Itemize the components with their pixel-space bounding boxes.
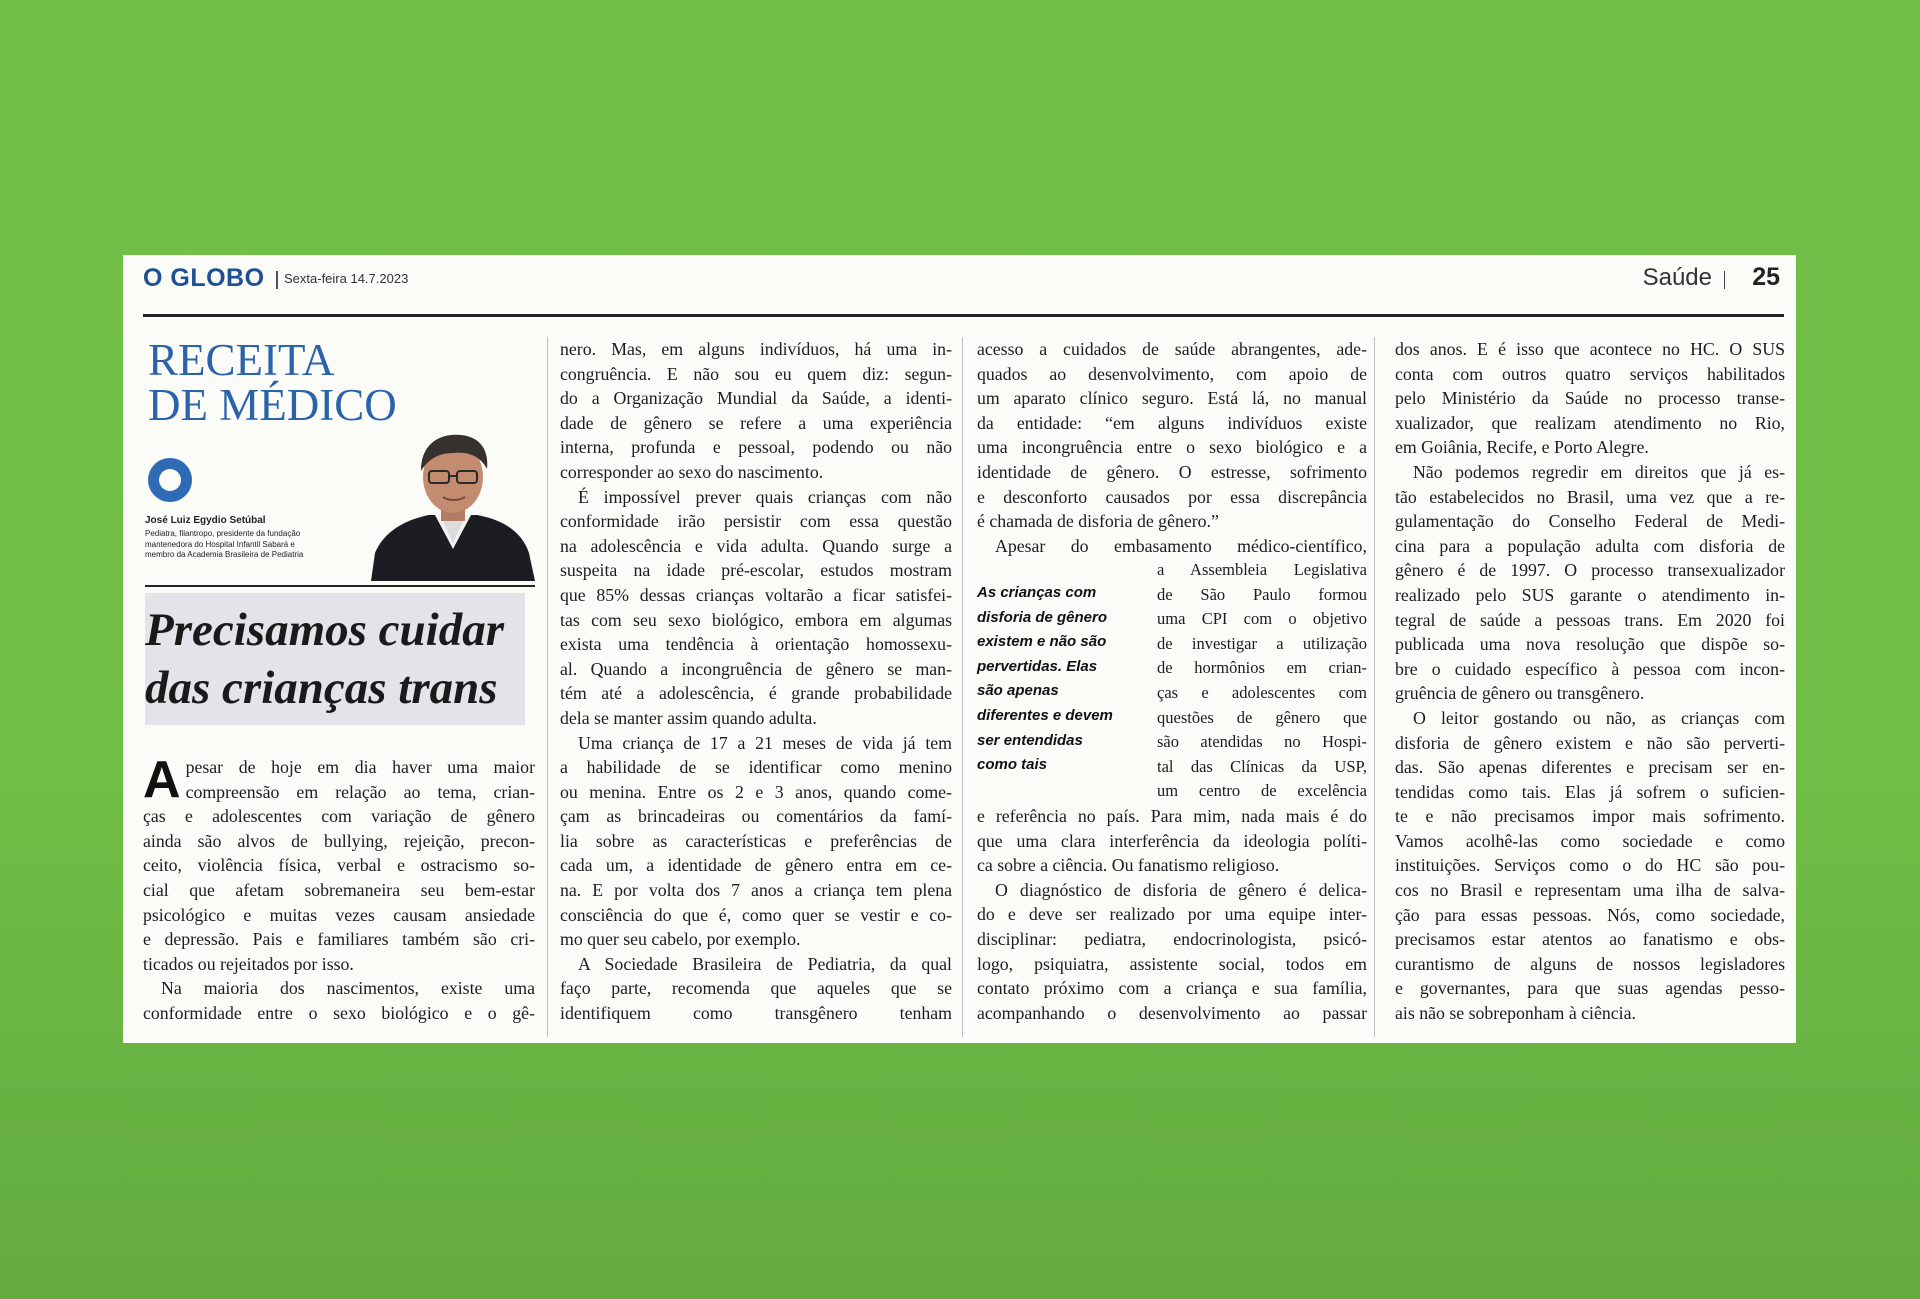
newspaper-logo: O GLOBO — [143, 264, 265, 292]
body-line: precisamos estar atentos ao fanatismo e obs- — [1395, 929, 1785, 950]
body-line: na adolescência e vida adulta. Quando surge a — [560, 535, 952, 556]
body-line: cina para a população adulta com disforia de — [1395, 535, 1785, 556]
body-line: de São Paulo formou — [1157, 584, 1367, 604]
body-line: Não podemos regredir em direitos que já es- — [1413, 461, 1785, 482]
body-line: cial que afetam sobremaneira seu bem-estar — [143, 879, 535, 900]
body-line: é chamada de disforia de gênero.” — [977, 511, 1219, 532]
body-line: xualizador, que realizam atendimento no Rio, — [1395, 412, 1785, 433]
pull-quote-line: diferentes e devem — [977, 706, 1113, 724]
body-line: ainda são alvos de bullying, rejeição, precon- — [143, 830, 535, 851]
author-bio — [145, 529, 370, 561]
pull-quote-line: disforia de gênero — [977, 608, 1108, 626]
body-line: de hormônios em crian- — [1157, 658, 1367, 678]
header-divider-right — [1724, 271, 1726, 289]
body-line: da entidade: “em alguns indivíduos existe — [977, 412, 1367, 433]
body-line: ou menina. Entre os 2 e 3 anos, quando come- — [560, 781, 952, 802]
body-line: contato próximo com a criança e sua família, — [977, 978, 1367, 999]
body-line: que uma clara interferência da ideologia políti- — [977, 830, 1367, 851]
body-line: Apesar do embasamento médico-científico, — [995, 535, 1367, 556]
body-line: logo, psiquiatra, assistente social, todos em — [977, 953, 1367, 974]
pull-quote-line: ser entendidas — [977, 731, 1083, 749]
pull-quote-line: como tais — [977, 756, 1048, 774]
body-line: nero. Mas, em alguns indivíduos, há uma in- — [560, 339, 952, 359]
body-line: publicada uma nova resolução que dispõe so- — [1395, 634, 1785, 655]
drop-cap: A — [143, 751, 181, 809]
body-line: questões de gênero que — [1157, 707, 1367, 727]
body-line: gruência de gênero ou transgênero. — [1395, 683, 1645, 704]
body-line: faço parte, recomenda que aqueles que se — [560, 978, 952, 999]
body-line: em Goiânia, Recife, e Porto Alegre. — [1395, 437, 1649, 458]
body-line: ais não se sobreponham à ciência. — [1395, 1003, 1636, 1024]
body-line: O leitor gostando ou não, as crianças com — [1413, 707, 1785, 728]
body-line: dade de gênero se refere a uma experiência — [560, 412, 952, 433]
body-line: tém até a adolescência, é grande probabilidade — [560, 683, 952, 704]
body-line: ca sobre a ciência. Ou fanatismo religioso. — [977, 855, 1280, 876]
body-line: suspeita na idade pré-escolar, estudos mostram — [560, 560, 952, 581]
body-line: Vamos acolhê-las como sociedade e como — [1395, 830, 1785, 851]
body-line: tas com seu sexo biológico, embora em algumas — [560, 609, 952, 630]
body-line: gulamentação do Conselho Federal de Medi- — [1395, 511, 1785, 532]
pull-quote-line: pervertidas. Elas — [977, 657, 1098, 675]
body-line: e desconforto causados por essa discrepância — [977, 486, 1367, 507]
body-line: interna, profunda e pessoal, podendo ou não — [560, 437, 952, 458]
pull-quote-line: As crianças com — [977, 584, 1097, 601]
body-line: pesar de hoje em dia haver uma maior — [185, 757, 535, 777]
author-photo — [371, 431, 535, 581]
body-line: identidade de gênero. O estresse, sofrimento — [977, 461, 1367, 482]
body-line: É impossível prever quais crianças com não — [578, 486, 952, 507]
body-line: exista uma tendência à orientação homossexu- — [560, 634, 952, 655]
body-line: te e não precisamos impor mais sofrimento. — [1395, 806, 1785, 827]
body-line: e referência no país. Para mim, nada mais é do — [977, 806, 1367, 826]
body-line: ças e adolescentes com — [1157, 682, 1367, 702]
author-bio-line: Pediatra, filantropo, presidente da fundação — [145, 529, 301, 538]
body-line: dos anos. E é isso que acontece no HC. O SUS — [1395, 339, 1785, 359]
column-divider — [962, 337, 963, 1037]
body-line: conformidade entre o sexo biológico e o gê- — [143, 1002, 535, 1023]
body-line: instituições. Serviços como o do HC são pou- — [1395, 855, 1785, 876]
author-name: José Luiz Egydio Setúbal — [145, 515, 266, 526]
body-line: ticados ou rejeitados por isso. — [143, 953, 354, 974]
pull-quote-line: são apenas — [977, 682, 1059, 700]
headline-line: das crianças trans — [145, 662, 498, 714]
body-line: corresponder ao sexo do nascimento. — [560, 461, 824, 482]
column-title — [148, 335, 428, 430]
globo-logo-icon — [148, 458, 192, 502]
body-line: disforia de gênero existem e não são perverti- — [1395, 732, 1785, 753]
body-line: e depressão. Pais e familiares também são cri- — [143, 929, 535, 950]
body-line: Uma criança de 17 a 21 meses de vida já tem — [578, 732, 952, 753]
article-column-3-side — [1157, 558, 1367, 804]
body-line: psicológico e muitas vezes causam ansiedade — [143, 904, 535, 925]
body-line: conta com outros quatro serviços habilitados — [1395, 363, 1785, 384]
body-line: de investigar a utilização — [1157, 633, 1367, 653]
body-line: disciplinar: pediatra, endocrinologista, psicó- — [977, 928, 1367, 949]
body-line: O diagnóstico de disforia de gênero é delica- — [995, 879, 1367, 900]
body-line: a Assembleia Legislativa — [1157, 560, 1367, 579]
photo-rule — [145, 585, 535, 587]
column-divider — [1374, 337, 1375, 1037]
publication-date: Sexta-feira 14.7.2023 — [284, 271, 409, 286]
body-line: quados ao desenvolvimento, com apoio de — [977, 363, 1367, 384]
body-line: acesso a cuidados de saúde abrangentes, ade- — [977, 339, 1367, 359]
author-bio-line: mantenedora do Hospital Infantil Sabará e — [145, 539, 295, 549]
body-line: cos no Brasil e representam uma ilha de salva- — [1395, 880, 1785, 901]
body-line: um centro de excelência — [1157, 781, 1367, 801]
newspaper-clipping — [123, 255, 1796, 1043]
article-column-3-top — [977, 337, 1367, 558]
body-line: conformidade irão persistir com essa questão — [560, 511, 952, 532]
body-line: ção para essas pessoas. Nós, como sociedade, — [1395, 904, 1785, 925]
body-line: acompanhando o desenvolvimento ao passar — [977, 1002, 1367, 1023]
article-headline — [145, 601, 545, 717]
body-line: cada um, a identidade de gênero entra em ce- — [560, 855, 952, 876]
body-line: das. São apenas diferentes e precisam ser en- — [1395, 757, 1785, 778]
author-portrait-icon — [371, 431, 535, 581]
article-column-3-bottom — [977, 804, 1367, 1025]
body-line: do a Organização Mundial da Saúde, a identi- — [560, 388, 952, 409]
column-divider — [547, 337, 548, 1037]
body-line: A Sociedade Brasileira de Pediatria, da qual — [578, 953, 952, 974]
body-line: e governantes, para que suas agendas pesso- — [1395, 978, 1785, 999]
body-line: bre o cuidado específico à pessoa com incon- — [1395, 658, 1785, 679]
body-line: uma incongruência entre o sexo biológico e a — [977, 437, 1367, 458]
body-line: çam as brincadeiras ou comentários da famí- — [560, 806, 952, 827]
author-bio-line: membro da Academia Brasileira de Pediatria — [145, 550, 304, 559]
body-line: al. Quando a incongruência de gênero se man- — [560, 658, 952, 679]
body-line: Na maioria dos nascimentos, existe uma — [161, 978, 535, 999]
page-number: 25 — [1752, 263, 1780, 291]
pull-quote-line: existem e não são — [977, 633, 1107, 651]
body-line: que 85% dessas crianças voltarão a ficar satisfei- — [560, 584, 952, 605]
body-line: ças e adolescentes com variação de gênero — [143, 806, 535, 827]
page-header — [143, 261, 1782, 301]
body-line: gênero é de 1997. O processo transexualizador — [1395, 560, 1785, 581]
body-line: consciência do que é, como quer se vestir e co- — [560, 904, 952, 925]
body-line: um aparato clínico seguro. Está lá, no manual — [977, 388, 1367, 409]
body-line: mo quer seu cabelo, por exemplo. — [560, 929, 801, 950]
body-line: identifiquem como transgênero tenham — [560, 1003, 952, 1024]
body-line: realizado pelo SUS garante o atendimento in- — [1395, 584, 1785, 605]
body-line: na. E por volta dos 7 anos a criança tem plena — [560, 880, 952, 901]
body-line: dela se manter assim quando adulta. — [560, 707, 817, 728]
column-title-line: DE MÉDICO — [148, 380, 397, 430]
body-line: congruência. E não sou eu quem diz: segun- — [560, 363, 952, 384]
body-line: tão estabelecidos no Brasil, uma vez que a re- — [1395, 486, 1785, 507]
column-title-line: RECEITA — [148, 335, 335, 385]
body-line: curantismo de alguns de nossos legisladores — [1395, 953, 1785, 974]
body-line: a habilidade de se identificar como menino — [560, 757, 952, 778]
body-line: uma CPI com o objetivo — [1157, 609, 1367, 629]
header-rule — [143, 314, 1784, 317]
body-line: lia sobre as características e preferências de — [560, 830, 952, 851]
body-line: são atendidas no Hospi- — [1157, 732, 1367, 752]
body-line: pelo Ministério da Saúde no processo transe- — [1395, 388, 1785, 409]
headline-line: Precisamos cuidar — [145, 604, 505, 656]
header-divider — [276, 271, 278, 289]
article-column-4 — [1395, 337, 1785, 1026]
pull-quote — [977, 581, 1142, 778]
body-line: tendidas como tais. Elas já sofrem o suficien- — [1395, 781, 1785, 802]
body-line: do e deve ser realizado por uma equipe inter- — [977, 904, 1367, 925]
body-line: compreensão em relação ao tema, crian- — [185, 781, 535, 802]
body-line: tegral de saúde a pessoas trans. Em 2020 foi — [1395, 609, 1785, 630]
article-column-1 — [143, 751, 535, 1026]
article-column-2 — [560, 337, 952, 1026]
body-line: ceito, violência física, verbal e ostracismo so- — [143, 855, 535, 876]
section-name: Saúde — [1642, 264, 1712, 291]
body-line: tal das Clínicas da USP, — [1157, 756, 1367, 776]
